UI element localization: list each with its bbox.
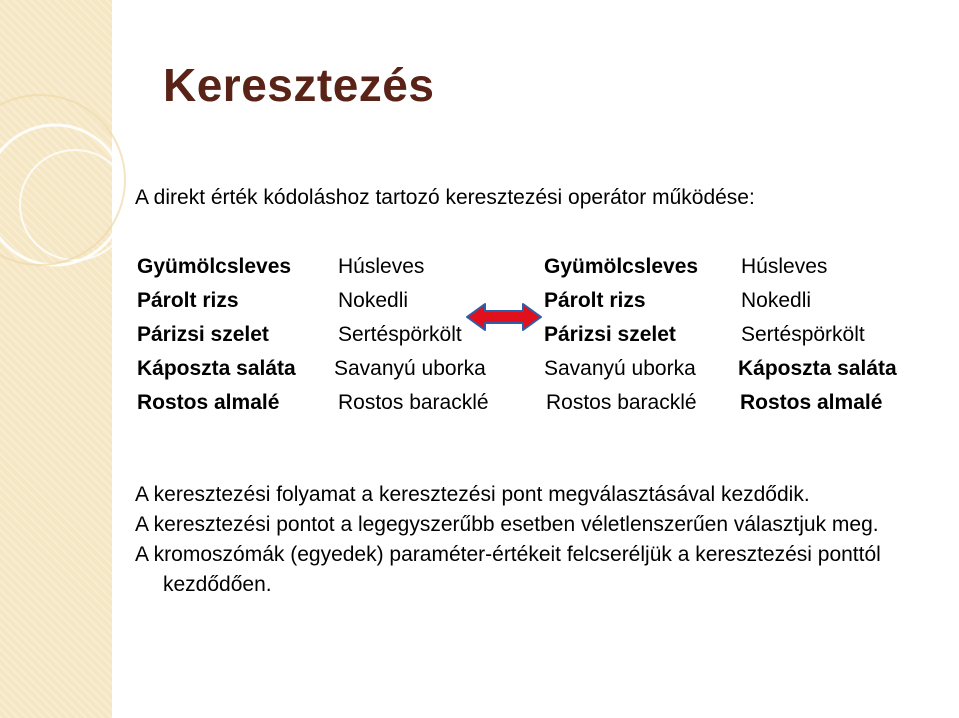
paragraph-3: A kromoszómák (egyedek) paraméter-értékeit felcseréljük a keresztezési ponttól kezdődően. bbox=[135, 543, 881, 596]
left-gene-2b: Nokedli bbox=[338, 289, 409, 312]
left-gene-4a: Káposzta saláta bbox=[137, 357, 296, 380]
right-gene-5a: Rostos baracklé bbox=[546, 391, 697, 414]
right-gene-4b: Káposzta saláta bbox=[738, 357, 897, 380]
left-gene-2a: Párolt rizs bbox=[137, 289, 239, 312]
right-gene-4a: Savanyú uborka bbox=[544, 357, 696, 380]
right-gene-1b: Húsleves bbox=[741, 255, 828, 278]
explanation-text bbox=[135, 480, 935, 600]
left-gene-4b: Savanyú uborka bbox=[334, 357, 486, 380]
right-gene-3a: Párizsi szelet bbox=[544, 323, 676, 346]
slide-title: Keresztezés bbox=[163, 59, 435, 111]
right-gene-2b: Nokedli bbox=[741, 289, 812, 312]
double-headed-arrow-icon bbox=[465, 302, 545, 332]
right-gene-2a: Párolt rizs bbox=[544, 289, 646, 312]
left-gene-5b: Rostos baracklé bbox=[338, 391, 489, 414]
right-gene-5b: Rostos almalé bbox=[740, 391, 883, 414]
left-gene-3a: Párizsi szelet bbox=[137, 323, 269, 346]
left-gene-5a: Rostos almalé bbox=[137, 391, 280, 414]
right-gene-3b: Sertéspörkölt bbox=[741, 323, 865, 346]
paragraph-1: A keresztezési folyamat a keresztezési pont megválasztásával kezdődik. bbox=[135, 483, 810, 506]
slide-subtitle: A direkt érték kódoláshoz tartozó keresztezési operátor működése: bbox=[135, 186, 755, 209]
left-gene-1b: Húsleves bbox=[338, 255, 425, 278]
paragraph-2: A keresztezési pontot a legegyszerűbb esetben véletlenszerűen választjuk meg. bbox=[135, 513, 879, 536]
left-gene-1a: Gyümölcsleves bbox=[137, 255, 292, 278]
left-gene-3b: Sertéspörkölt bbox=[338, 323, 462, 346]
right-gene-1a: Gyümölcsleves bbox=[544, 255, 699, 278]
